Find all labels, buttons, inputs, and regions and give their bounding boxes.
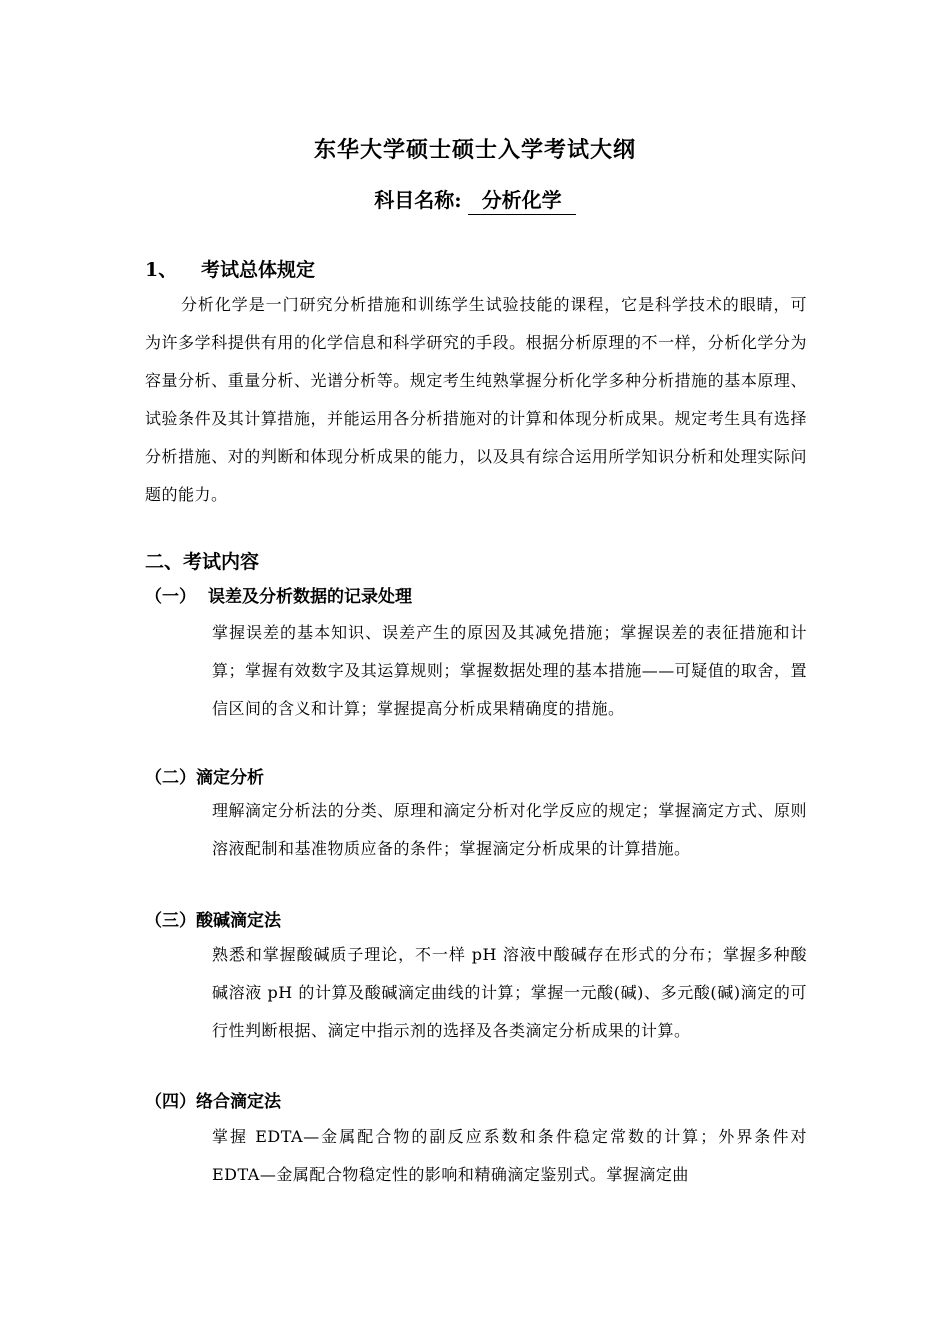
section-1-paragraph: 分析化学是一门研究分析措施和训练学生试验技能的课程，它是科学技术的眼睛，可为许多学科提供有用的化学信息和科学研究的手段。根据分析原理的不一样，分析化学分为容量分析、重量分析、光谱分析等。规定考生纯熟掌握分析化学多种分析措施的基本原理、试验条件及其计算措施，并能运用各分析措施对的计算和体现分析成果。规定考生具有选择分析措施、对的判断和体现分析成果的能力，以及具有综合运用所学知识分析和处理实际问题的能力。 [145, 295, 807, 504]
subject-line [0, 186, 950, 215]
section-2-heading: 二、考试内容 [145, 551, 260, 573]
subsection-paragraph: 理解滴定分析法的分类、原理和滴定分析对化学反应的规定；掌握滴定方式、原则溶液配制和基准物质应备的条件；掌握滴定分析成果的计算措施。 [212, 801, 807, 858]
subsection-title: 误差及分析数据的记录处理 [208, 587, 412, 607]
subsection-heading [145, 1089, 281, 1115]
subsection-label: （一） [145, 587, 196, 607]
subsection-heading [145, 908, 281, 934]
section-1-title: 考试总体规定 [201, 259, 316, 281]
subsection-label: （三） [145, 911, 196, 931]
subsection-title: 络合滴定法 [196, 1092, 281, 1112]
subsection-heading [145, 765, 264, 791]
subject-value: 分析化学 [468, 186, 576, 215]
subject-label: 科目名称: [374, 188, 462, 212]
subsection-paragraph: 掌握误差的基本知识、误差产生的原因及其减免措施；掌握误差的表征措施和计算；掌握有效数字及其运算规则；掌握数据处理的基本措施——可疑值的取舍，置信区间的含义和计算；掌握提高分析成果精确度的措施。 [212, 623, 807, 718]
subsection-paragraph: 掌握 EDTA—金属配合物的副反应系数和条件稳定常数的计算；外界条件对 EDTA—金属配合物稳定性的影响和精确滴定鉴别式。掌握滴定曲 [212, 1127, 807, 1184]
document-title: 东华大学硕士硕士入学考试大纲 [313, 137, 636, 163]
section-1-number: 1、 [145, 259, 178, 281]
section-1-heading [145, 256, 315, 284]
subsection-paragraph: 熟悉和掌握酸碱质子理论，不一样 pH 溶液中酸碱存在形式的分布；掌握多种酸碱溶液 pH 的计算及酸碱滴定曲线的计算；掌握一元酸(碱)、多元酸(碱)滴定的可行性判断根据、滴定中指示剂的选择及各类滴定分析成果的计算。 [212, 945, 807, 1040]
subsection-title: 滴定分析 [196, 768, 264, 788]
subsection-label: （二） [145, 768, 196, 788]
subsection-title: 酸碱滴定法 [196, 911, 281, 931]
subsection-label: （四） [145, 1092, 196, 1112]
subsection-heading [145, 584, 412, 610]
